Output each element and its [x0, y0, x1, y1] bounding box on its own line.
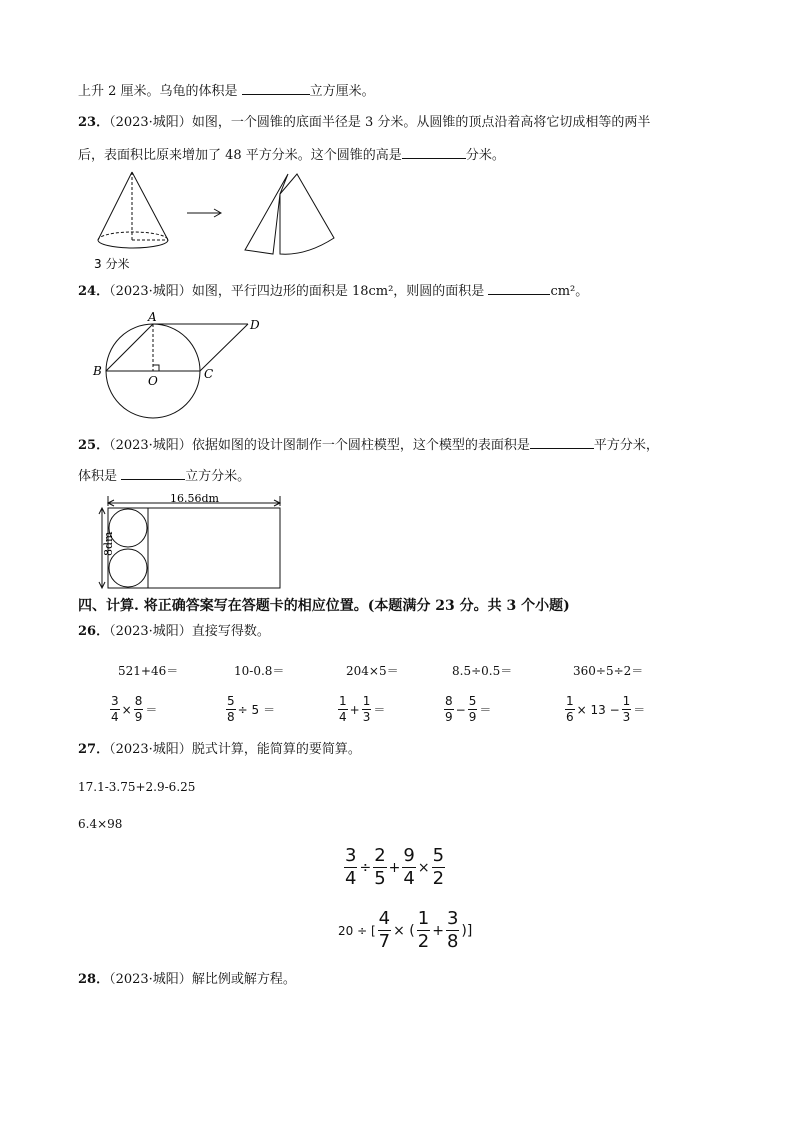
label-A: A — [148, 310, 157, 324]
q22-tail: 上升 2 厘米。乌龟的体积是 立方厘米。 — [78, 84, 375, 99]
label-O: O — [148, 374, 158, 388]
oral-expr-1: 521+46＝ — [118, 664, 179, 678]
q27-line1: 27．（2023·城阳）脱式计算，能简算的要简算。 — [78, 742, 361, 757]
answer-blank[interactable] — [402, 146, 466, 159]
calc-expr-2: 6.4×98 — [78, 817, 123, 831]
q23-line2: 后，表面积比原来增加了 48 平方分米。这个圆锥的高是 分米。 — [78, 148, 505, 163]
label-C: C — [204, 367, 214, 381]
q24-line1: 24．（2023·城阳）如图，平行四边形的面积是 18cm²，则圆的面积是 cm²。 — [78, 284, 589, 299]
fraction-expr-5: $\frac{1}{6}$ × 13 − $\frac{1}{3}$ ＝ — [566, 694, 646, 724]
width-label: 16.56dm — [170, 494, 219, 505]
calc-expr-3: $\frac{3}{4}$ ÷ $\frac{2}{5}$ + $\frac{9}{4}$ × $\frac{5}{2}$ — [345, 845, 445, 889]
cone-figure — [90, 166, 350, 274]
cylinder-net-figure — [90, 494, 290, 594]
answer-blank[interactable] — [121, 467, 185, 480]
answer-blank[interactable] — [488, 282, 550, 295]
q28-line1: 28．（2023·城阳）解比例或解方程。 — [78, 972, 296, 987]
section-4-title: 四、计算. 将正确答案写在答题卡的相应位置。(本题满分 23 分。共 3 个小题) — [78, 598, 570, 614]
calc-expr-1: 17.1-3.75+2.9-6.25 — [78, 780, 196, 794]
answer-blank[interactable] — [530, 436, 594, 449]
q25-line1: 25．（2023·城阳）依据如图的设计图制作一个圆柱模型，这个模型的表面积是 平方分米， — [78, 438, 659, 453]
height-label: 8dm — [102, 531, 115, 556]
answer-blank[interactable] — [242, 82, 310, 95]
calc-expr-4: 20 ÷ [ $\frac{4}{7}$ × ( $\frac{1}{2}$ + $\frac{3}{8}$ )] — [338, 908, 473, 952]
label-D: D — [250, 318, 260, 332]
circle-parallelogram-figure — [88, 308, 278, 428]
fraction-expr-2: $\frac{5}{8}$ ÷ 5 ＝ — [227, 694, 276, 724]
q25-line2: 体积是 立方分米。 — [78, 469, 251, 484]
fraction-expr-4: $\frac{8}{9}$ − $\frac{5}{9}$ ＝ — [445, 694, 492, 724]
label-B: B — [93, 364, 102, 378]
q26-line1: 26．（2023·城阳）直接写得数。 — [78, 624, 270, 639]
fraction-expr-3: $\frac{1}{4}$ + $\frac{1}{3}$ ＝ — [339, 694, 386, 724]
fraction-expr-1: $\frac{3}{4}$ × $\frac{8}{9}$ ＝ — [111, 694, 158, 724]
oral-expr-5: 360÷5÷2＝ — [573, 664, 644, 678]
oral-expr-4: 8.5÷0.5＝ — [452, 664, 513, 678]
oral-expr-2: 10-0.8＝ — [234, 664, 285, 678]
oral-expr-3: 204×5＝ — [346, 664, 399, 678]
cone-radius-label: 3 分米 — [94, 257, 130, 271]
q23-line1: 23．（2023·城阳）如图，一个圆锥的底面半径是 3 分米。从圆锥的顶点沿着高将它切成相等的两半 — [78, 115, 651, 130]
